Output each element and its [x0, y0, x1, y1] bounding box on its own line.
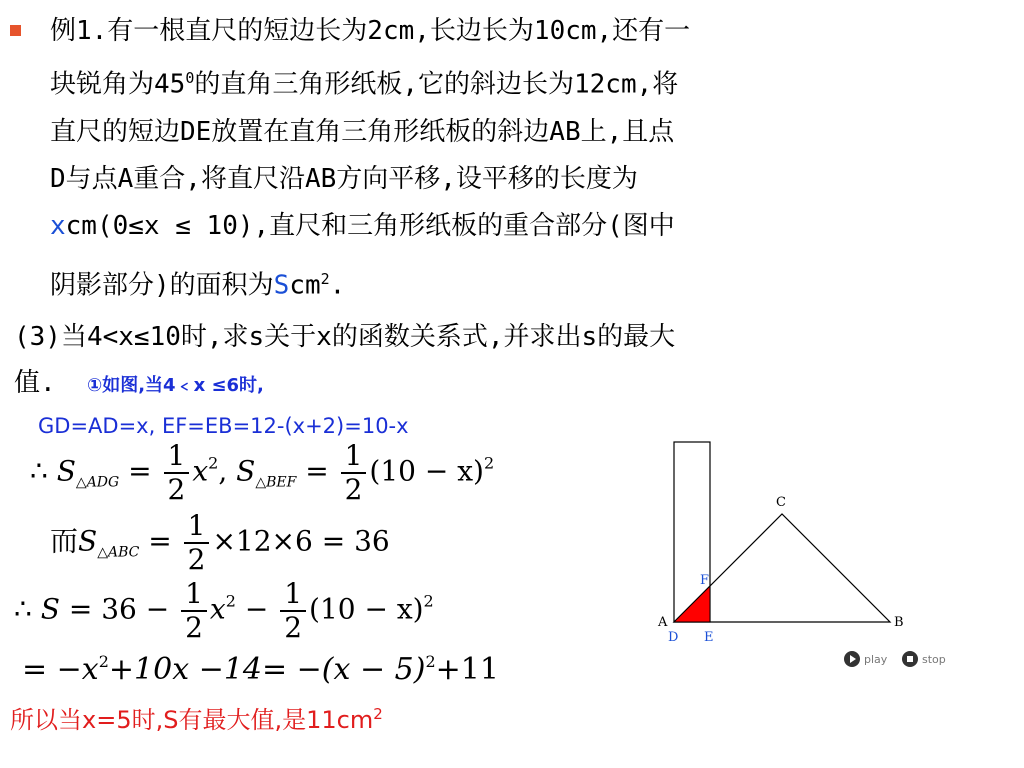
conclusion: 所以当x=5时,S有最大值,是$11cm^2$ [10, 705, 383, 734]
equation-vertex-form: = $-x^2+10x -14= -(x - 5)^2+11$ [22, 652, 499, 687]
stop-icon [902, 651, 918, 667]
equation-area-triangles: ∴ $S_{\triangle ADG}$ = $\frac{1}{2}$ $x^2$, $S_{\triangle BEF}$ = $\frac{1}{2}$ $(10 - x)^2$ [30, 439, 495, 506]
problem-line-6: 阴影部分)的面积为Scm$^2$. [50, 269, 346, 301]
geometry-figure [650, 430, 970, 650]
problem-line-4: D与点A重合,将直尺沿AB方向平移,设平移的长度为 [50, 163, 638, 194]
label-b: B [894, 615, 904, 630]
label-c: C [776, 495, 786, 510]
label-d: D [668, 630, 679, 645]
stop-button[interactable] [902, 651, 946, 667]
question-3 [14, 314, 1014, 409]
stop-label: stop [922, 652, 946, 666]
question-3-line-1: (3)当4<x≤10时,求s关于x的函数关系式,并求出s的最大 [14, 322, 676, 352]
bullet-marker [10, 25, 21, 36]
label-f: F [700, 573, 710, 588]
play-button[interactable] [844, 651, 887, 667]
overlap-shaded-region [674, 586, 710, 622]
equation-area-abc: 而$S_{\triangle ABC}$ = $\frac{1}{2}$ ×12×6 = 36 [50, 509, 390, 576]
problem-line-2: 块锐角为$45^0$的直角三角形纸板,它的斜边长为12cm,将 [50, 69, 679, 100]
problem-line-1: 例1.有一根直尺的短边长为2cm,长边长为10cm,还有一 [50, 16, 691, 46]
gd-ad-ef-line: GD=AD=x, EF=EB=12-(x+2)=10-x [38, 414, 409, 438]
problem-statement [10, 8, 1010, 314]
case-note: ①如图,当4﹤x ≤6时, [86, 375, 264, 396]
problem-line-5: xcm(0≤x ≤ 10),直尺和三角形纸板的重合部分(图中 [50, 210, 675, 241]
equation-s: ∴ S = 36 − $\frac{1}{2}$ $x^2$ − $\frac{1}{2}$ $(10 - x)^2$ [14, 577, 434, 644]
label-e: E [704, 630, 714, 645]
question-3-line-2: 值. ①如图,当4﹤x ≤6时, [14, 368, 264, 398]
play-label: play [864, 652, 888, 666]
problem-line-3: 直尺的短边DE放置在直角三角形纸板的斜边AB上,且点 [50, 116, 675, 147]
play-icon [844, 651, 860, 667]
label-a: A [658, 615, 668, 630]
